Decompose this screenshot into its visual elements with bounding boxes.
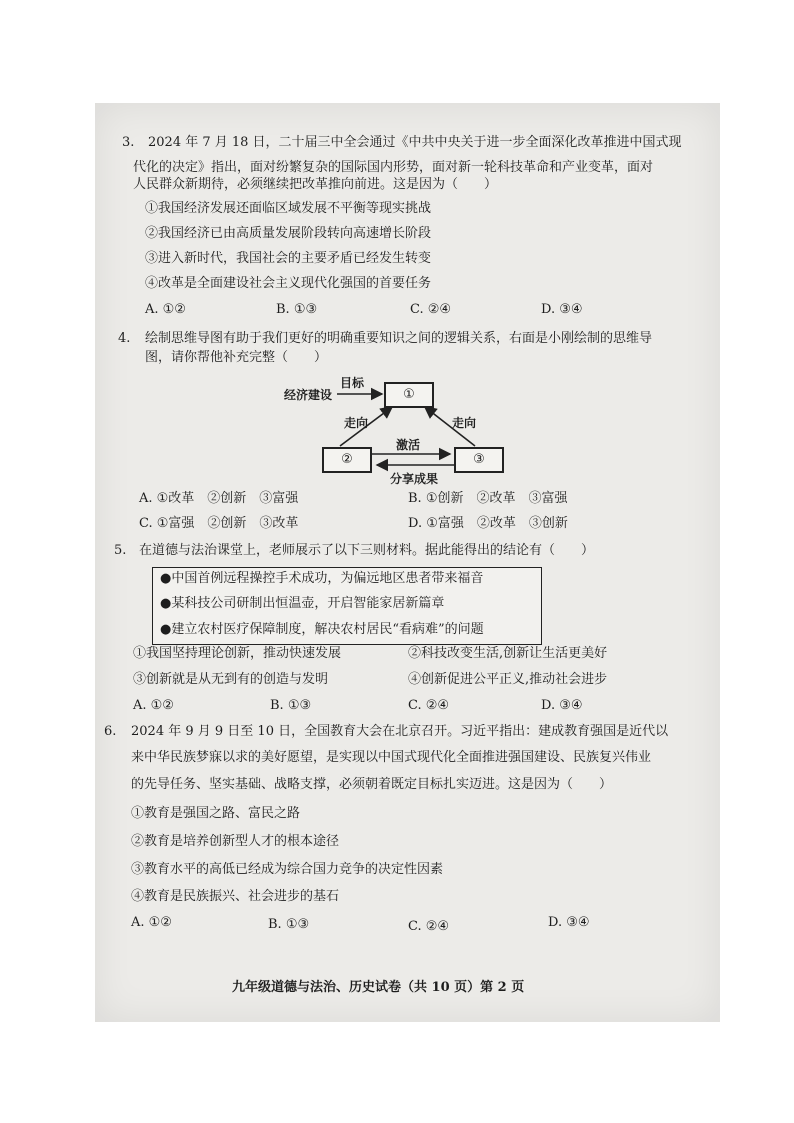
q5-statement-4: ④创新促进公平正义,推动社会进步 (408, 672, 608, 687)
q4-option-b: B. ①创新 ②改革 ③富强 (408, 491, 568, 506)
q3-stem-line-2: 代化的决定》指出，面对纷繁复杂的国际国内形势，面对新一轮科技革命和产业变革，面对 (133, 160, 654, 175)
q5-option-b: B. ①③ (270, 698, 312, 713)
q5-statement-2: ②科技改变生活,创新让生活更美好 (408, 646, 608, 661)
q5-number: 5. (114, 543, 127, 558)
label-economic-construction: 经济建设 (284, 388, 333, 402)
q3-number: 3. (122, 135, 135, 150)
q5-material-2: ●某科技公司研制出恒温壶，开启智能家居新篇章 (160, 596, 445, 611)
q5-option-a: A. ①② (133, 698, 174, 713)
q6-statement-3: ③教育水平的高低已经成为综合国力竞争的决定性因素 (131, 862, 444, 877)
q6-statement-2: ②教育是培养创新型人才的根本途径 (131, 834, 340, 849)
q3-statement-1: ①我国经济发展还面临区域发展不平衡等现实挑战 (145, 201, 432, 216)
q3-option-b: B. ①③ (276, 302, 318, 317)
mind-map-node-1: ① (384, 382, 434, 408)
mind-map-node-2: ② (322, 447, 372, 473)
q3-stem-line-1: 2024 年 7 月 18 日，二十届三中全会通过《中共中央关于进一步全面深化改革推进中国式现 (148, 135, 682, 150)
q4-option-c: C. ①富强 ②创新 ③改革 (139, 516, 299, 531)
q6-stem-line-1: 2024 年 9 月 9 日至 10 日，全国教育大会在北京召开。习近平指出：建成教育强国是近代以 (131, 724, 669, 739)
label-share-results: 分享成果 (390, 472, 439, 486)
q6-option-d: D. ③④ (548, 915, 590, 930)
q3-option-d: D. ③④ (541, 302, 583, 317)
q6-option-b: B. ①③ (268, 917, 310, 932)
q5-option-d: D. ③④ (541, 698, 583, 713)
q5-stem-line-1: 在道德与法治课堂上，老师展示了以下三则材料。据此能得出的结论有（ ） (139, 543, 595, 558)
q4-option-a: A. ①改革 ②创新 ③富强 (139, 491, 299, 506)
mind-map-node-3: ③ (454, 447, 504, 473)
q5-material-1: ●中国首例远程操控手术成功，为偏远地区患者带来福音 (160, 571, 484, 586)
q6-stem-line-2: 来中华民族梦寐以求的美好愿望，是实现以中国式现代化全面推进强国建设、民族复兴伟业 (131, 750, 652, 765)
q5-statement-3: ③创新就是从无到有的创造与发明 (133, 672, 329, 687)
label-activate: 激活 (396, 438, 421, 452)
q4-option-d: D. ①富强 ②改革 ③创新 (408, 516, 568, 531)
q4-number: 4. (118, 331, 131, 346)
q3-stem-line-3: 人民群众新期待，必须继续把改革推向前进。这是因为（ ） (133, 177, 498, 192)
q5-option-c: C. ②④ (408, 698, 450, 713)
q3-statement-4: ④改革是全面建设社会主义现代化强国的首要任务 (145, 276, 432, 291)
q3-option-a: A. ①② (145, 302, 186, 317)
page-footer: 九年级道德与法治、历史试卷（共 10 页）第 2 页 (232, 980, 525, 995)
q5-statement-1: ①我国坚持理论创新，推动快速发展 (133, 646, 342, 661)
q3-statement-3: ③进入新时代，我国社会的主要矛盾已经发生转变 (145, 251, 432, 266)
q3-statement-2: ②我国经济已由高质量发展阶段转向高速增长阶段 (145, 226, 432, 241)
q4-stem-line-1: 绘制思维导图有助于我们更好的明确重要知识之间的逻辑关系，右面是小刚绘制的思维导 (145, 331, 653, 346)
label-goal: 目标 (340, 376, 365, 390)
q3-option-c: C. ②④ (410, 302, 452, 317)
label-toward-right: 走向 (452, 416, 477, 430)
q6-statement-4: ④教育是民族振兴、社会进步的基石 (131, 889, 340, 904)
q4-stem-line-2: 图，请你帮他补充完整（ ） (145, 350, 328, 365)
q6-stem-line-3: 的先导任务、坚实基础、战略支撑，必须朝着既定目标扎实迈进。这是因为（ ） (131, 777, 613, 792)
label-toward-left: 走向 (344, 416, 369, 430)
q6-option-a: A. ①② (131, 915, 172, 930)
q6-number: 6. (104, 724, 117, 739)
q6-option-c: C. ②④ (408, 919, 450, 934)
q6-statement-1: ①教育是强国之路、富民之路 (131, 806, 301, 821)
mind-map-diagram (280, 370, 510, 490)
q5-material-3: ●建立农村医疗保障制度，解决农村居民“看病难”的问题 (160, 622, 484, 637)
